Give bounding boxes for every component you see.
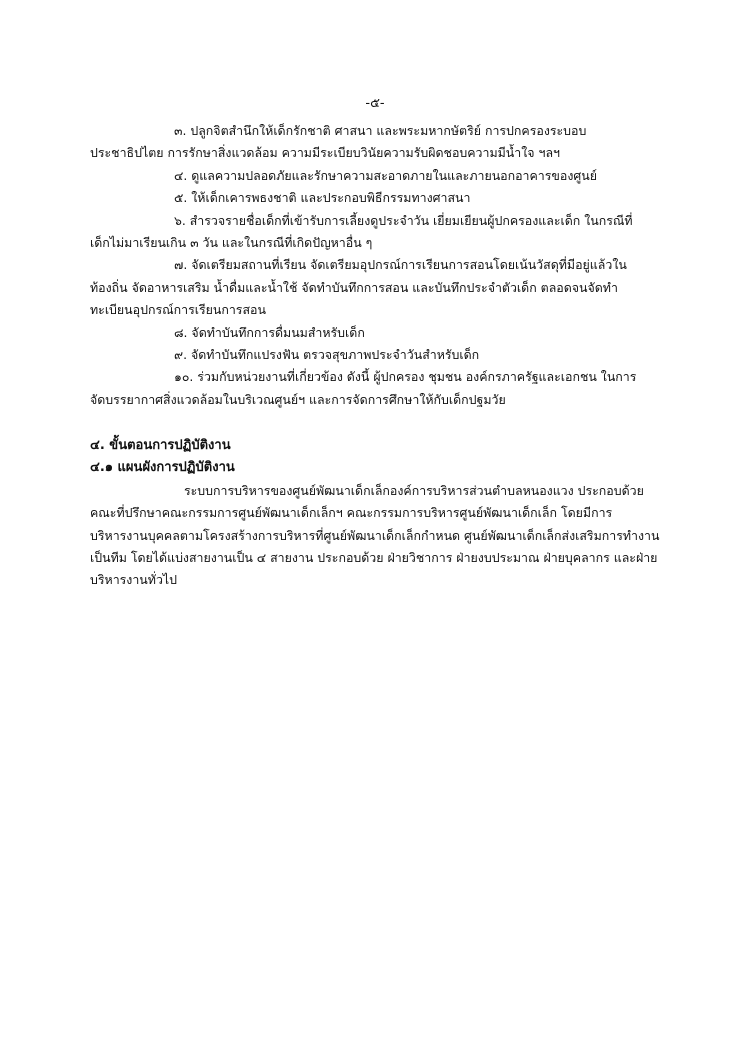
section-paragraph [90,480,660,592]
section-subheading: ๔.๑ แผนผังการปฏิบัติงาน [90,460,235,476]
list-item-line: ๙. จัดทำบันทึกแปรงฟัน ตรวจสุขภาพประจำวันสำหรับเด็ก [174,346,480,362]
list-item-line: ๔. ดูแลความปลอดภัยและรักษาความสะอาดภายในและภายนอกอาคารของศูนย์ [174,167,597,183]
list-item-line: ๑๐. ร่วมกับหน่วยงานที่เกี่ยวข้อง ดังนี้ ผู้ปกครอง ชุมชน องค์กรภาครัฐและเอกชน ในการ [174,369,637,385]
paragraph-line: บริหารงานทั่วไป [90,572,178,588]
list-item-line: ๘. จัดทำบันทึกการดื่มนมสำหรับเด็ก [174,324,365,340]
list-item [90,165,660,187]
list-item-line: จัดบรรยากาศสิ่งแวดล้อมในบริเวณศูนย์ฯ และการจัดการศึกษาให้กับเด็กปฐมวัย [90,391,506,407]
paragraph-line: บริหารงานบุคคลตามโครงสร้างการบริหารที่ศูนย์พัฒนาเด็กเล็กกำหนด ศูนย์พัฒนาเด็กเล็กส่งเสริมการทำงาน [90,527,660,543]
list-item-line: เด็กไม่มาเรียนเกิน ๓ วัน และในกรณีที่เกิดปัญหาอื่น ๆ [90,234,373,250]
list-item-line: ทะเบียนอุปกรณ์การเรียนการสอน [90,302,266,318]
list-item [90,254,660,321]
paragraph-line: ระบบการบริหารของศูนย์พัฒนาเด็กเล็กองค์การบริหารส่วนตำบลหนองแวง ประกอบด้วย [184,482,644,498]
section-heading: ๔. ขั้นตอนการปฏิบัติงาน [90,438,231,454]
page-number: -๕- [365,96,385,111]
document-body [90,120,660,592]
list-item-line: ๓. ปลูกจิตสำนึกให้เด็กรักชาติ ศาสนา และพระมหากษัตริย์ การปกครองระบอบ [174,123,587,138]
paragraph-line: คณะที่ปรึกษาคณะกรรมการศูนย์พัฒนาเด็กเล็กฯ คณะกรรมการบริหารศูนย์พัฒนาเด็กเล็ก โดยมีการ [90,505,613,521]
list-item [90,322,660,344]
list-item [90,344,660,366]
list-item [90,187,660,209]
list-item-line: ท้องถิ่น จัดอาหารเสริม น้ำดื่มและน้ำใช้ จัดทำบันทึกการสอน และบันทึกประจำตัวเด็ก ตลอดจนจัดทำ [90,279,618,295]
list-item-line: ๕. ให้เด็กเคารพธงชาติ และประกอบพิธีกรรมทางศาสนา [174,190,471,206]
list-item [90,210,660,255]
list-item-line: ๖. สำรวจรายชื่อเด็กที่เข้ารับการเลี้ยงดูประจำวัน เยี่ยมเยียนผู้ปกครองและเด็ก ในกรณีที่ [174,212,633,228]
list-item [90,366,660,411]
list-item-line: ๗. จัดเตรียมสถานที่เรียน จัดเตรียมอุปกรณ์การเรียนการสอนโดยเน้นวัสดุที่มีอยู่แล้วใน [174,257,627,273]
list-item-line: ประชาธิปไตย การรักษาสิ่งแวดล้อม ความมีระเบียบวินัยความรับผิดชอบความมีน้ำใจ ฯลฯ [90,145,560,161]
paragraph-line: เป็นทีม โดยได้แบ่งสายงานเป็น ๔ สายงาน ประกอบด้วย ฝ่ายวิชาการ ฝ่ายงบประมาณ ฝ่ายบุคลากร และฝ่าย [90,550,658,566]
section-spacer [90,411,660,435]
list-item [90,120,660,165]
